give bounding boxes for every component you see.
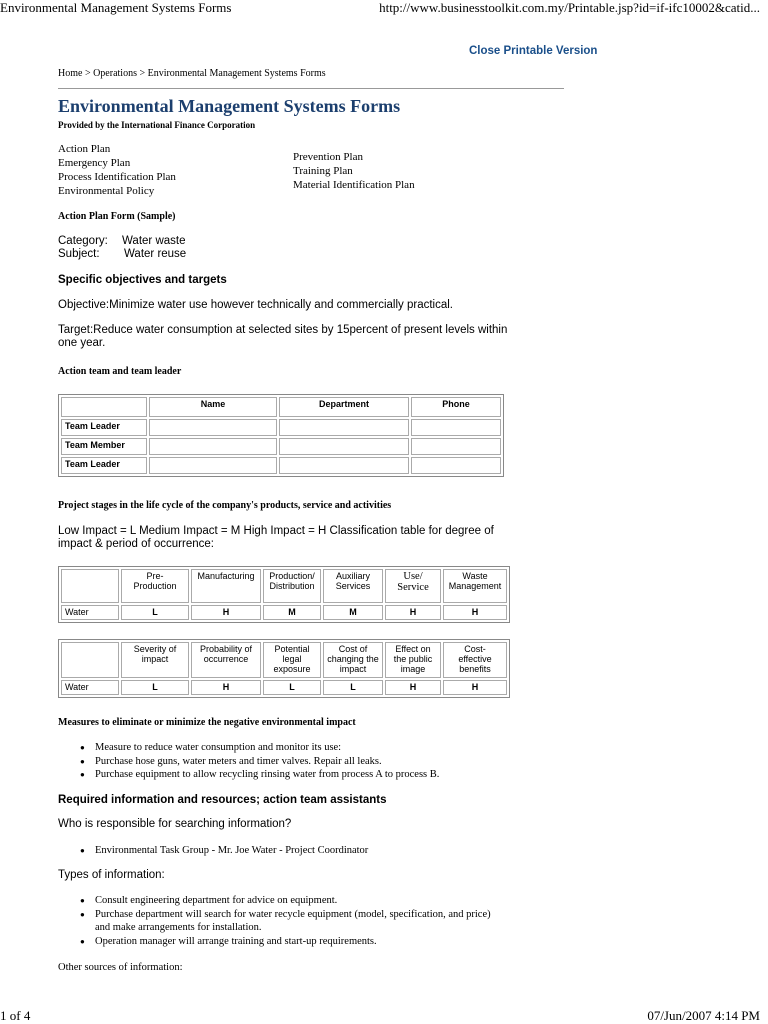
criteria-header: Cost of changing the impact — [323, 642, 383, 678]
criteria-value: H — [385, 680, 441, 695]
link-material-identification-plan[interactable]: Material Identification Plan — [293, 179, 415, 191]
other-sources: Other sources of information: — [58, 962, 183, 973]
link-process-identification-plan[interactable]: Process Identification Plan — [58, 171, 176, 183]
name-cell[interactable] — [149, 457, 277, 474]
form-links-left — [58, 142, 176, 198]
team-heading: Action team and team leader — [58, 366, 182, 377]
link-prevention-plan[interactable]: Prevention Plan — [293, 151, 363, 163]
name-cell[interactable] — [149, 419, 277, 436]
subject-value: Water reuse — [124, 248, 187, 260]
form-links-right — [293, 150, 415, 192]
team-role: Team Member — [61, 438, 147, 455]
team-table — [58, 394, 504, 477]
list-item: ● Operation manager will arrange training and start-up requirements. — [78, 935, 496, 949]
criteria-header: Probability of occurrence — [191, 642, 261, 678]
print-header-url: http://www.businesstoolkit.com.my/Printable.jsp?id=if-ifc10002&catid... — [379, 0, 760, 15]
provided-by: Provided by the International Finance Corporation — [58, 120, 256, 130]
criteria-value: L — [323, 680, 383, 695]
target-text-line1: Target:Reduce water consumption at selected sites by 15percent of present levels within — [58, 324, 508, 336]
target-text-line2: one year. — [58, 337, 106, 349]
criteria-header: Potential legal exposure — [263, 642, 321, 678]
team-table-header: Department — [279, 397, 409, 417]
form-heading: Action Plan Form (Sample) — [58, 211, 176, 222]
name-cell[interactable] — [149, 438, 277, 455]
who-question: Who is responsible for searching information? — [58, 818, 292, 830]
impact-table-stages — [58, 566, 510, 623]
list-item: ● Environmental Task Group - Mr. Joe Water - Project Coordinator — [78, 844, 508, 858]
stage-header: Use/ Service — [385, 569, 441, 603]
link-action-plan[interactable]: Action Plan — [58, 143, 111, 155]
category-label: Category: — [58, 235, 108, 247]
stage-header: Pre-Production — [121, 569, 189, 603]
page-number: 1 of 4 — [0, 1008, 31, 1023]
impact-legend-line2: impact & period of occurrence: — [58, 538, 214, 550]
link-environmental-policy[interactable]: Environmental Policy — [58, 185, 155, 197]
criteria-header: Cost- effective benefits — [443, 642, 507, 678]
criteria-header: Effect on the public image — [385, 642, 441, 678]
criteria-value: H — [443, 680, 507, 695]
list-item: ● Consult engineering department for advice on equipment. — [78, 894, 496, 908]
page-title: Environmental Management Systems Forms — [58, 96, 401, 116]
table-corner — [61, 569, 119, 603]
responsible-list — [78, 844, 508, 858]
divider — [58, 88, 564, 89]
types-list — [78, 894, 496, 948]
print-datetime: 07/Jun/2007 4:14 PM — [647, 1008, 760, 1023]
impact-value: H — [385, 605, 441, 620]
row-label: Water — [61, 605, 119, 620]
stage-header: Waste Management — [443, 569, 507, 603]
breadcrumb: Home > Operations > Environmental Management Systems Forms — [58, 68, 326, 79]
required-heading: Required information and resources; action team assistants — [58, 794, 387, 806]
criteria-value: L — [263, 680, 321, 695]
close-printable-link[interactable]: Close Printable Version — [469, 45, 598, 57]
stage-header: Auxiliary Services — [323, 569, 383, 603]
criteria-header: Severity of impact — [121, 642, 189, 678]
impact-legend-line1: Low Impact = L Medium Impact = M High Impact = H Classification table for degree of — [58, 525, 494, 537]
team-table-header: Phone — [411, 397, 501, 417]
print-header-title: Environmental Management Systems Forms — [0, 0, 232, 15]
list-item: ● Purchase equipment to allow recycling rinsing water from process A to process B. — [78, 768, 508, 782]
list-item: ● Purchase hose guns, water meters and timer valves. Repair all leaks. — [78, 755, 508, 769]
measures-list — [78, 741, 508, 782]
impact-table-criteria — [58, 639, 510, 698]
phone-cell[interactable] — [411, 438, 501, 455]
team-table-corner — [61, 397, 147, 417]
link-emergency-plan[interactable]: Emergency Plan — [58, 157, 131, 169]
criteria-value: H — [191, 680, 261, 695]
impact-value: M — [323, 605, 383, 620]
team-table-header: Name — [149, 397, 277, 417]
impact-value: M — [263, 605, 321, 620]
department-cell[interactable] — [279, 438, 409, 455]
team-role: Team Leader — [61, 457, 147, 474]
stage-header: Manufacturing — [191, 569, 261, 603]
stage-header: Production/ Distribution — [263, 569, 321, 603]
list-item: ● Purchase department will search for water recycle equipment (model, specification, and price) and make arrangements for installation. — [78, 908, 496, 935]
impact-value: L — [121, 605, 189, 620]
link-training-plan[interactable]: Training Plan — [293, 165, 353, 177]
impact-value: H — [191, 605, 261, 620]
department-cell[interactable] — [279, 457, 409, 474]
category-value: Water waste — [122, 235, 186, 247]
team-role: Team Leader — [61, 419, 147, 436]
measures-heading: Measures to eliminate or minimize the negative environmental impact — [58, 717, 356, 728]
row-label: Water — [61, 680, 119, 695]
subject-label: Subject: — [58, 248, 100, 260]
phone-cell[interactable] — [411, 419, 501, 436]
impact-value: H — [443, 605, 507, 620]
list-item: ● Measure to reduce water consumption and monitor its use: — [78, 741, 508, 755]
criteria-value: L — [121, 680, 189, 695]
table-corner — [61, 642, 119, 678]
department-cell[interactable] — [279, 419, 409, 436]
phone-cell[interactable] — [411, 457, 501, 474]
stages-heading: Project stages in the life cycle of the company's products, service and activities — [58, 500, 392, 511]
objective-text: Objective:Minimize water use however technically and commercially practical. — [58, 299, 453, 311]
types-heading: Types of information: — [58, 869, 165, 881]
objectives-heading: Specific objectives and targets — [58, 274, 227, 286]
